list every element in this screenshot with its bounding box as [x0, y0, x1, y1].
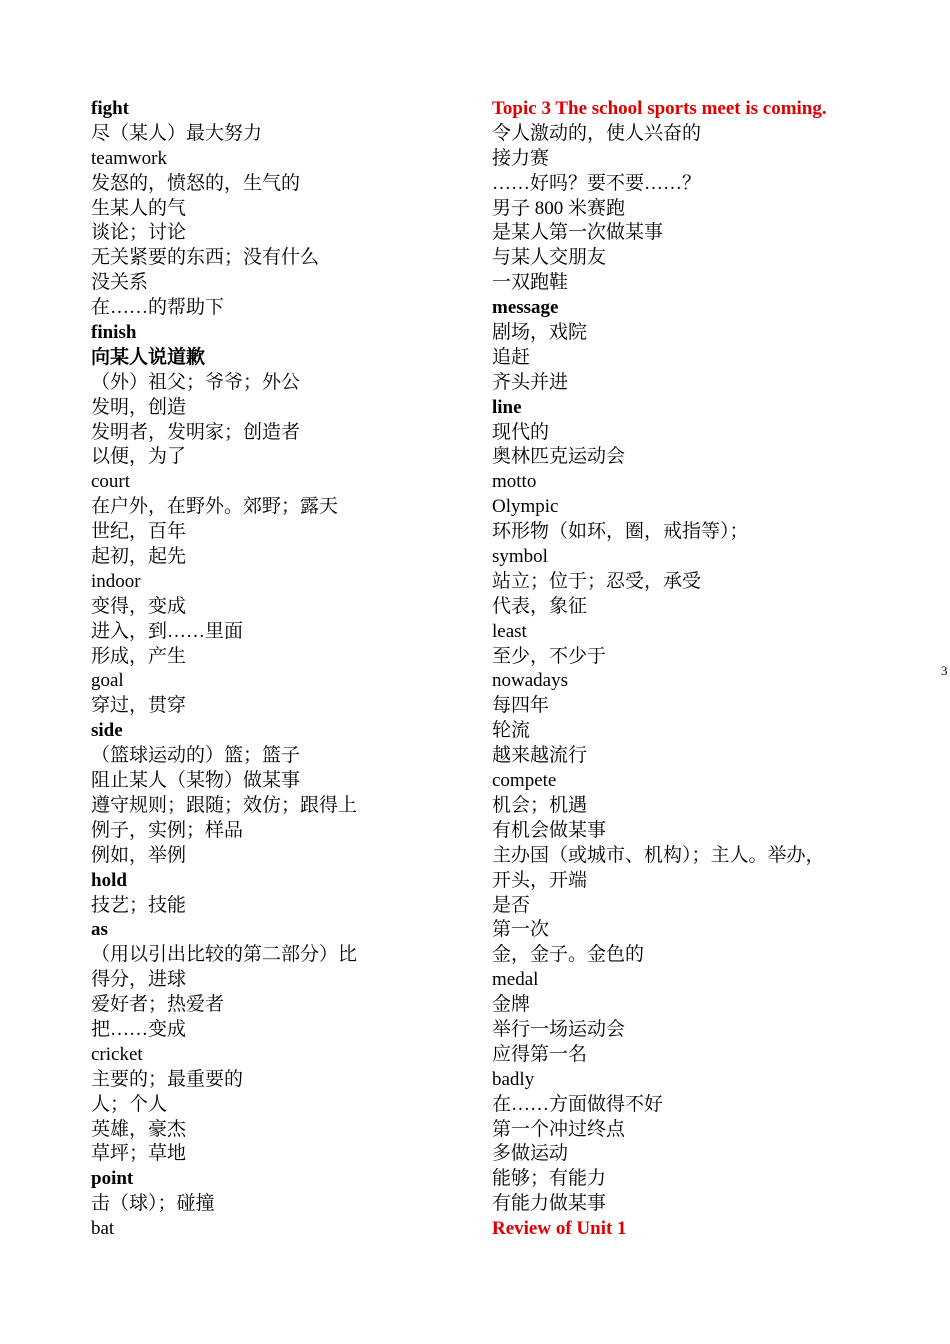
vocab-entry: 站立；位于；忍受，承受: [492, 570, 702, 592]
vocab-entry: goal: [91, 670, 124, 692]
vocab-entry: badly: [492, 1068, 535, 1090]
vocab-entry: 令人激动的，使人兴奋的: [492, 122, 702, 144]
vocab-entry: least: [492, 620, 527, 642]
vocab-entry: 例如，举例: [91, 844, 187, 866]
vocab-entry: Olympic: [492, 496, 559, 518]
vocab-entry: 金，金子。金色的: [492, 944, 645, 966]
vocab-entry: 技艺；技能: [91, 894, 187, 916]
vocab-entry: bat: [91, 1218, 115, 1240]
vocab-entry: nowadays: [492, 670, 568, 692]
vocab-entry: line: [492, 396, 522, 418]
vocab-entry: symbol: [492, 546, 548, 568]
left-vocabulary-column: [91, 97, 471, 1242]
vocab-entry: hold: [91, 869, 127, 891]
vocab-entry: 接力赛: [492, 147, 550, 169]
vocab-entry: 得分，进球: [91, 969, 187, 991]
vocab-entry: ……好吗？要不要……？: [492, 172, 702, 194]
vocab-entry: 变得，变成: [91, 595, 187, 617]
vocab-entry: 金牌: [492, 994, 531, 1016]
vocab-entry: 是某人第一次做某事: [492, 222, 664, 244]
vocab-entry: 第一次: [492, 919, 550, 941]
vocab-entry: 尽（某人）最大努力: [91, 122, 263, 144]
vocab-entry: 阻止某人（某物）做某事: [91, 770, 301, 792]
vocab-entry: 是否: [492, 894, 531, 916]
vocab-entry: 越来越流行: [492, 745, 588, 767]
vocab-entry: 进入，到……里面: [91, 620, 244, 642]
vocab-entry: 有能力做某事: [492, 1193, 607, 1215]
vocab-entry: 在……的帮助下: [91, 297, 225, 319]
vocab-entry: 发明，创造: [91, 396, 187, 418]
vocab-entry: cricket: [91, 1043, 143, 1065]
vocab-entry: finish: [91, 322, 137, 344]
vocab-entry: 齐头并进: [492, 371, 569, 393]
vocab-entry: 现代的: [492, 421, 550, 443]
vocab-entry: 发明者，发明家；创造者: [91, 421, 301, 443]
vocab-entry: medal: [492, 969, 539, 991]
vocab-entry: 代表，象征: [492, 595, 588, 617]
vocab-entry: 爱好者；热爱者: [91, 994, 225, 1016]
vocab-entry: 形成，产生: [91, 645, 187, 667]
vocab-entry: 向某人说道歉: [91, 346, 206, 368]
right-vocabulary-column: [492, 97, 912, 1242]
vocab-entry: （篮球运动的）篮；篮子: [91, 745, 301, 767]
section-heading: Review of Unit 1: [492, 1218, 627, 1240]
vocab-entry: 人；个人: [91, 1093, 168, 1115]
vocab-entry: motto: [492, 471, 537, 493]
vocab-entry: 至少，不少于: [492, 645, 607, 667]
vocab-entry: 发怒的，愤怒的，生气的: [91, 172, 301, 194]
vocab-entry: 能够；有能力: [492, 1168, 607, 1190]
vocab-entry: 与某人交朋友: [492, 247, 607, 269]
vocab-entry: 举行一场运动会: [492, 1018, 626, 1040]
vocab-entry: 奥林匹克运动会: [492, 446, 626, 468]
vocab-entry: 英雄，豪杰: [91, 1118, 187, 1140]
vocab-entry: 谈论；讨论: [91, 222, 187, 244]
vocab-entry: 开头，开端: [492, 869, 588, 891]
vocab-entry: 应得第一名: [492, 1043, 588, 1065]
vocab-entry: 没关系: [91, 272, 149, 294]
vocab-entry: 主办国（或城市、机构）；主人。举办，: [492, 844, 825, 866]
vocab-entry: 机会；机遇: [492, 794, 588, 816]
vocab-entry: as: [91, 919, 108, 941]
section-heading: Topic 3 The school sports meet is coming.: [492, 98, 827, 119]
vocab-entry: 在……方面做得不好: [492, 1093, 664, 1115]
page-number: 3: [941, 663, 948, 678]
vocab-entry: 轮流: [492, 720, 531, 742]
vocab-entry: 生某人的气: [91, 197, 187, 219]
vocab-entry: 一双跑鞋: [492, 272, 569, 294]
vocab-entry: 无关紧要的东西；没有什么: [91, 247, 320, 269]
vocab-entry: 多做运动: [492, 1143, 569, 1165]
vocab-entry: message: [492, 297, 559, 319]
vocab-entry: 世纪，百年: [91, 521, 187, 543]
vocab-entry: point: [91, 1168, 134, 1190]
vocab-entry: side: [91, 720, 123, 742]
vocab-entry: 遵守规则；跟随；效仿；跟得上: [91, 794, 358, 816]
vocab-entry: 追赶: [492, 346, 531, 368]
vocab-entry: 把……变成: [91, 1018, 187, 1040]
vocab-entry: 剧场，戏院: [492, 322, 588, 344]
vocab-entry: 穿过，贯穿: [91, 695, 187, 717]
vocab-entry: 以便，为了: [91, 446, 187, 468]
vocab-entry: 草坪；草地: [91, 1143, 187, 1165]
vocab-entry: 在户外，在野外。郊野；露天: [91, 496, 339, 518]
vocab-entry: 起初，起先: [91, 546, 187, 568]
vocab-entry: 有机会做某事: [492, 819, 607, 841]
vocab-entry: compete: [492, 770, 557, 792]
vocab-entry: 例子，实例；样品: [91, 819, 244, 841]
vocab-entry: 环形物（如环，圈，戒指等）；: [492, 521, 749, 543]
vocab-entry: teamwork: [91, 147, 167, 169]
vocab-entry: indoor: [91, 570, 141, 592]
vocab-entry: 每四年: [492, 695, 550, 717]
vocab-entry: 男子 800 米赛跑: [492, 197, 626, 219]
vocab-entry: court: [91, 471, 131, 493]
vocab-entry: 主要的；最重要的: [91, 1068, 244, 1090]
vocab-entry: fight: [91, 98, 129, 119]
vocab-entry: 击（球）；碰撞: [91, 1193, 215, 1215]
vocab-entry: （用以引出比较的第二部分）比: [91, 944, 358, 966]
vocab-entry: （外）祖父；爷爷；外公: [91, 371, 301, 393]
vocab-entry: 第一个冲过终点: [492, 1118, 626, 1140]
